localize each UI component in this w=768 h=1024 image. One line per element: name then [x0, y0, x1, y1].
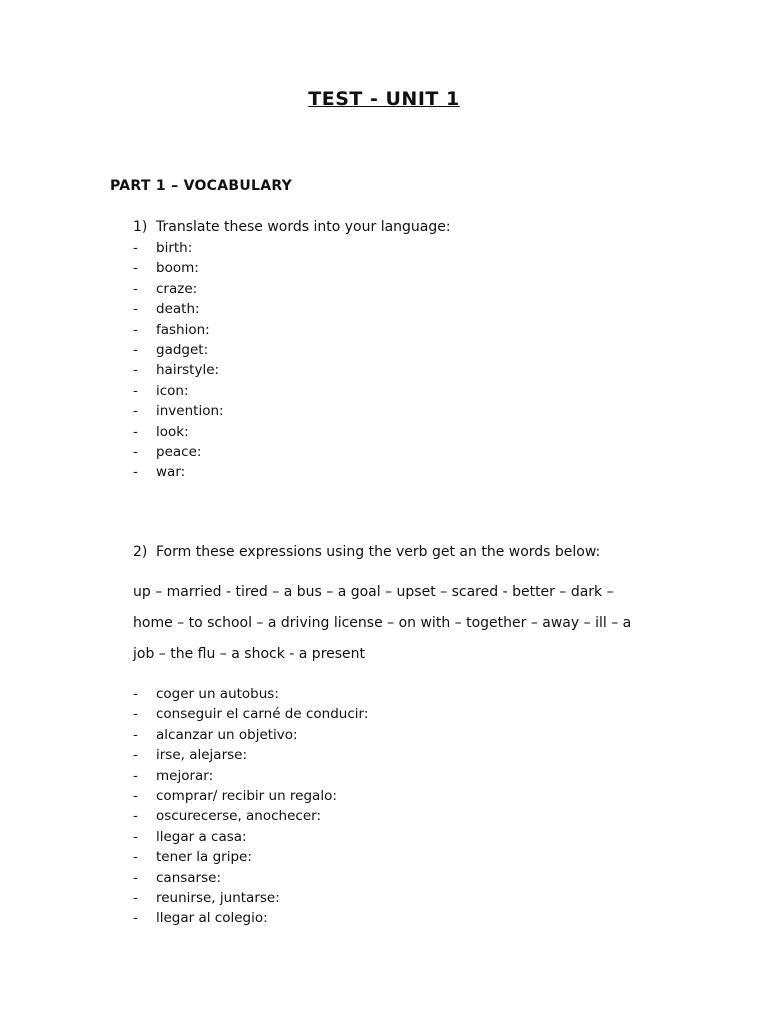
- list-item: [133, 462, 224, 482]
- page-title: TEST - UNIT 1: [308, 88, 460, 110]
- list-item-text: icon:: [156, 382, 189, 399]
- list-item: [133, 684, 368, 704]
- question-1-text: Translate these words into your language:: [156, 219, 451, 235]
- list-item-text: hairstyle:: [156, 362, 220, 379]
- list-item-text: cansarse:: [156, 869, 221, 886]
- dash-bullet: -: [133, 403, 138, 420]
- list-item-text: fashion:: [156, 321, 210, 338]
- list-item: [133, 258, 224, 278]
- list-item: [133, 725, 368, 745]
- dash-bullet: -: [133, 301, 138, 318]
- list-item: [133, 340, 224, 360]
- dash-bullet: -: [133, 464, 138, 481]
- dash-bullet: -: [133, 443, 138, 460]
- list-item: [133, 868, 368, 888]
- word-bank-line: job – the flu – a shock - a present: [133, 646, 366, 662]
- dash-bullet: -: [133, 828, 138, 845]
- list-item-text: irse, alejarse:: [156, 747, 248, 764]
- vocabulary-list: [133, 238, 224, 483]
- list-item: [133, 401, 224, 421]
- dash-bullet: -: [133, 423, 138, 440]
- list-item-text: boom:: [156, 260, 199, 277]
- question-1: [133, 219, 451, 235]
- list-item: [133, 238, 224, 258]
- dash-bullet: -: [133, 889, 138, 906]
- expressions-list: [133, 684, 368, 929]
- question-1-number: 1): [133, 219, 148, 235]
- list-item-text: llegar al colegio:: [156, 910, 268, 927]
- list-item: [133, 422, 224, 442]
- word-bank-line: up – married - tired – a bus – a goal – upset – scared - better – dark –: [133, 584, 614, 600]
- dash-bullet: -: [133, 910, 138, 927]
- question-2-text: Form these expressions using the verb get an the words below:: [156, 544, 601, 560]
- list-item-text: oscurecerse, anochecer:: [156, 808, 321, 825]
- list-item: [133, 847, 368, 867]
- dash-bullet: -: [133, 849, 138, 866]
- list-item-text: craze:: [156, 280, 198, 297]
- dash-bullet: -: [133, 341, 138, 358]
- dash-bullet: -: [133, 382, 138, 399]
- question-2: [133, 544, 600, 560]
- question-2-number: 2): [133, 544, 148, 560]
- list-item-text: peace:: [156, 443, 202, 460]
- list-item-text: alcanzar un objetivo:: [156, 726, 298, 743]
- dash-bullet: -: [133, 362, 138, 379]
- list-item-text: conseguir el carné de conducir:: [156, 706, 369, 723]
- list-item-text: mejorar:: [156, 767, 214, 784]
- list-item-text: reunirse, juntarse:: [156, 889, 280, 906]
- word-bank: [133, 577, 653, 670]
- list-item-text: llegar a casa:: [156, 828, 247, 845]
- list-item-text: gadget:: [156, 341, 209, 358]
- word-bank-line: home – to school – a driving license – on with – together – away – ill – a: [133, 615, 632, 631]
- list-item: [133, 299, 224, 319]
- list-item: [133, 381, 224, 401]
- list-item: [133, 442, 224, 462]
- list-item: [133, 766, 368, 786]
- dash-bullet: -: [133, 787, 138, 804]
- list-item: [133, 745, 368, 765]
- list-item: [133, 806, 368, 826]
- part-1-heading: PART 1 – VOCABULARY: [110, 178, 293, 194]
- list-item-text: birth:: [156, 240, 193, 256]
- dash-bullet: -: [133, 706, 138, 723]
- dash-bullet: -: [133, 686, 138, 702]
- list-item-text: invention:: [156, 403, 224, 420]
- list-item: [133, 704, 368, 724]
- dash-bullet: -: [133, 726, 138, 743]
- dash-bullet: -: [133, 767, 138, 784]
- list-item-text: look:: [156, 423, 189, 440]
- list-item-text: tener la gripe:: [156, 849, 252, 866]
- list-item: [133, 279, 224, 299]
- list-item: [133, 827, 368, 847]
- dash-bullet: -: [133, 747, 138, 764]
- list-item-text: death:: [156, 301, 200, 318]
- dash-bullet: -: [133, 280, 138, 297]
- dash-bullet: -: [133, 260, 138, 277]
- list-item-text: comprar/ recibir un regalo:: [156, 787, 337, 804]
- list-item: [133, 786, 368, 806]
- list-item-text: coger un autobus:: [156, 686, 279, 702]
- list-item: [133, 888, 368, 908]
- dash-bullet: -: [133, 869, 138, 886]
- list-item: [133, 360, 224, 380]
- dash-bullet: -: [133, 808, 138, 825]
- list-item: [133, 320, 224, 340]
- dash-bullet: -: [133, 240, 138, 256]
- list-item-text: war:: [156, 464, 186, 481]
- dash-bullet: -: [133, 321, 138, 338]
- list-item: [133, 908, 368, 928]
